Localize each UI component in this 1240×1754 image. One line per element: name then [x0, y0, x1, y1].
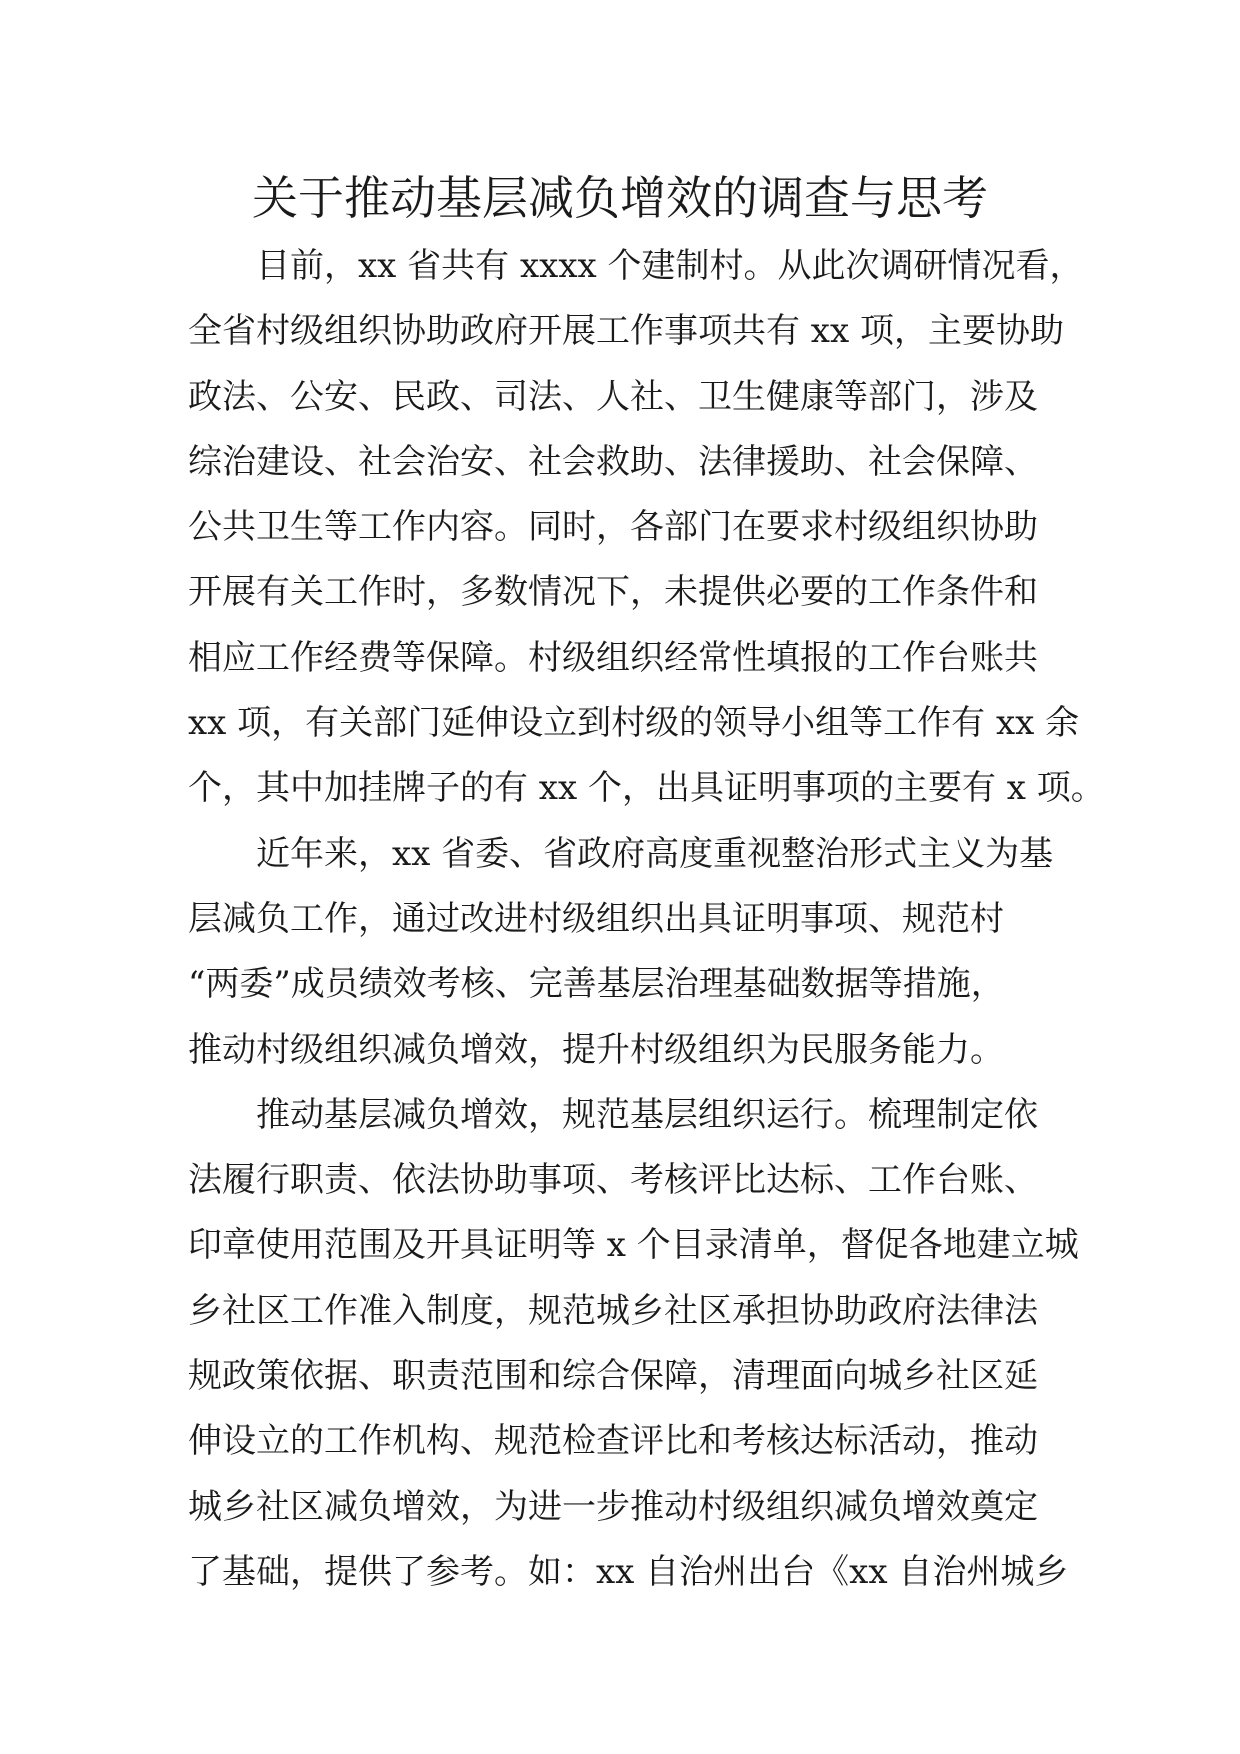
text-line: 相应工作经费等保障。村级组织经常性填报的工作台账共	[188, 637, 1038, 678]
text-line: 了基础，提供了参考。如：xx 自治州出台《xx 自治州城乡	[188, 1551, 1069, 1592]
text-line: xx 项，有关部门延伸设立到村级的领导小组等工作有 xx 余	[188, 703, 1080, 744]
text-line: 层减负工作，通过改进村级组织出具证明事项、规范村	[188, 898, 1004, 939]
text-line: 全省村级组织协助政府开展工作事项共有 xx 项，主要协助	[188, 311, 1064, 352]
text-line: 个，其中加挂牌子的有 xx 个，出具证明事项的主要有 x 项。	[188, 768, 1105, 809]
text-line: 乡社区工作准入制度，规范城乡社区承担协助政府法律法	[188, 1290, 1038, 1331]
document-body	[188, 234, 1105, 1605]
text-line: 目前，xx 省共有 xxxx 个建制村。从此次调研情况看，	[256, 246, 1084, 286]
text-line: “两委”成员绩效考核、完善基层治理基础数据等措施，	[188, 964, 1005, 1005]
text-line: 政法、公安、民政、司法、人社、卫生健康等部门，涉及	[188, 376, 1038, 417]
text-line: 法履行职责、依法协助事项、考核评比达标、工作台账、	[188, 1160, 1038, 1201]
text-line: 推动村级组织减负增效，提升村级组织为民服务能力。	[188, 1029, 1004, 1070]
text-line: 推动基层减负增效，规范基层组织运行。梳理制定依	[256, 1094, 1038, 1135]
text-line: 城乡社区减负增效，为进一步推动村级组织减负增效奠定	[188, 1486, 1038, 1527]
text-line: 开展有关工作时，多数情况下，未提供必要的工作条件和	[188, 572, 1038, 613]
document-title: 关于推动基层减负增效的调查与思考	[252, 171, 988, 225]
text-line: 规政策依据、职责范围和综合保障，清理面向城乡社区延	[188, 1356, 1038, 1397]
text-line: 综治建设、社会治安、社会救助、法律援助、社会保障、	[188, 441, 1038, 482]
text-line: 近年来，xx 省委、省政府高度重视整治形式主义为基	[256, 833, 1054, 874]
text-line: 印章使用范围及开具证明等 x 个目录清单，督促各地建立城	[188, 1225, 1079, 1266]
text-line: 伸设立的工作机构、规范检查评比和考核达标活动，推动	[188, 1421, 1038, 1462]
paragraph	[188, 822, 1060, 1083]
text-line: 公共卫生等工作内容。同时，各部门在要求村级组织协助	[188, 507, 1038, 548]
paragraph	[188, 1083, 1079, 1605]
paragraph	[188, 234, 1105, 822]
